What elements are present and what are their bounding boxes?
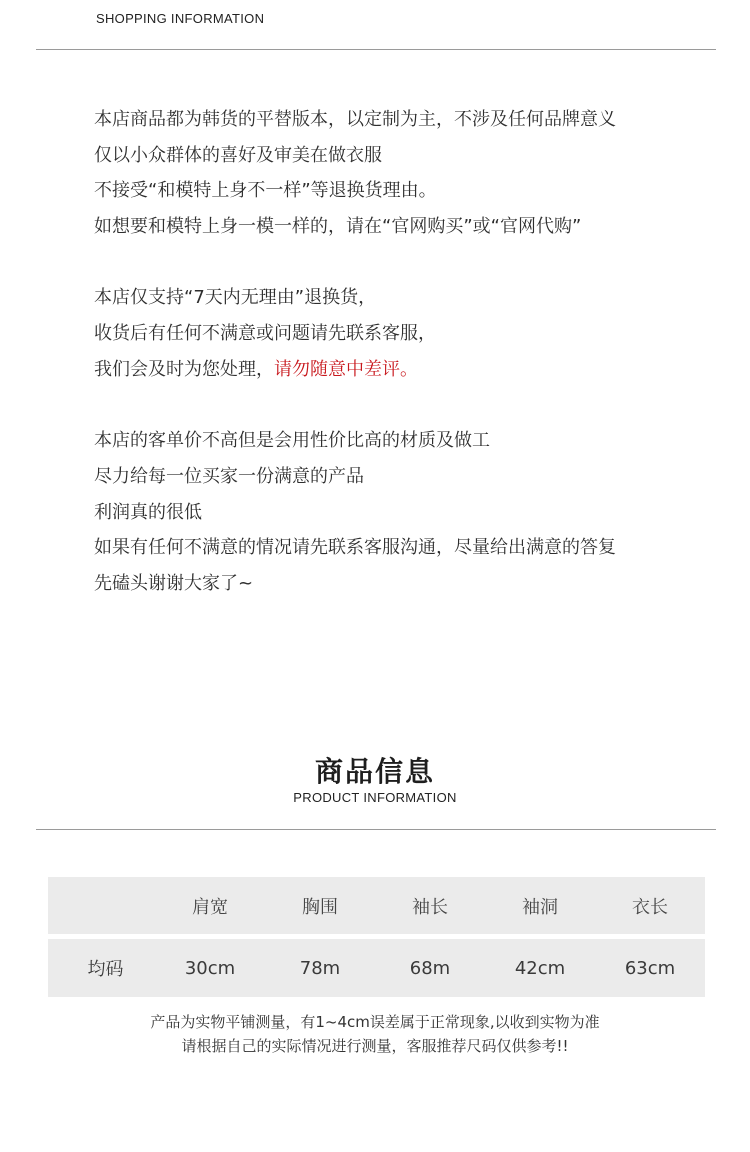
policy-line: 利润真的很低 xyxy=(94,501,202,523)
header-cell-shoulder: 肩宽 xyxy=(192,896,228,918)
policy-line: 收货后有任何不满意或问题请先联系客服， xyxy=(94,323,436,345)
policy-line: 本店仅支持“7天内无理由”退换货， xyxy=(94,287,377,309)
size-recommendation-note: 请根据自己的实际情况进行测量，客服推荐尺码仅供参考!! xyxy=(181,1037,569,1055)
armhole-value-cell: 42cm xyxy=(514,957,566,979)
policy-line: 先磕头谢谢大家了~ xyxy=(94,572,254,594)
shopping-info-divider xyxy=(36,49,716,50)
product-info-title: 商品信息 xyxy=(314,755,435,788)
policy-line-plain: 我们会及时为您处理， xyxy=(94,358,274,380)
policy-line: 如果有任何不满意的情况请先联系客服沟通，尽量给出满意的答复 xyxy=(94,537,616,559)
review-warning: 请勿随意中差评。 xyxy=(274,358,418,380)
table-row xyxy=(48,939,705,997)
policy-line: 如想要和模特上身一模一样的，请在“官网购买”或“官网代购” xyxy=(94,216,582,238)
chest-value-cell: 78m xyxy=(299,957,341,979)
policy-line: 本店商品都为韩货的平替版本，以定制为主，不涉及任何品牌意义 xyxy=(94,109,616,130)
product-info-divider xyxy=(36,829,716,830)
measurement-note: 产品为实物平铺测量，有1~4cm误差属于正常现象,以收到实物为准 xyxy=(150,1013,600,1031)
length-value-cell: 63cm xyxy=(624,957,676,979)
header-cell-sleeve-length: 袖长 xyxy=(412,896,448,918)
header-cell-length: 衣长 xyxy=(632,896,668,918)
policy-line-with-warning xyxy=(94,352,714,388)
policy-line: 不接受“和模特上身不一样”等退换货理由。 xyxy=(94,180,437,202)
paragraph-gap xyxy=(94,388,714,424)
shopping-info-subtitle: SHOPPING INFORMATION xyxy=(96,11,265,26)
product-info-subtitle: PRODUCT INFORMATION xyxy=(293,790,457,805)
header-cell-chest: 胸围 xyxy=(302,896,338,918)
size-table-header-row xyxy=(48,877,705,934)
header-cell-armhole: 袖洞 xyxy=(522,896,558,918)
paragraph-gap xyxy=(94,245,714,281)
size-label-cell: 均码 xyxy=(87,959,124,980)
policy-line: 仅以小众群体的喜好及审美在做衣服 xyxy=(94,144,382,166)
size-table xyxy=(48,877,705,997)
shopping-policy-text xyxy=(94,102,714,602)
sleeve-length-value-cell: 68m xyxy=(409,957,451,979)
policy-line: 尽力给每一位买家一份满意的产品 xyxy=(94,465,364,487)
shoulder-value-cell: 30cm xyxy=(184,957,236,979)
policy-line: 本店的客单价不高但是会用性价比高的材质及做工 xyxy=(94,430,490,452)
